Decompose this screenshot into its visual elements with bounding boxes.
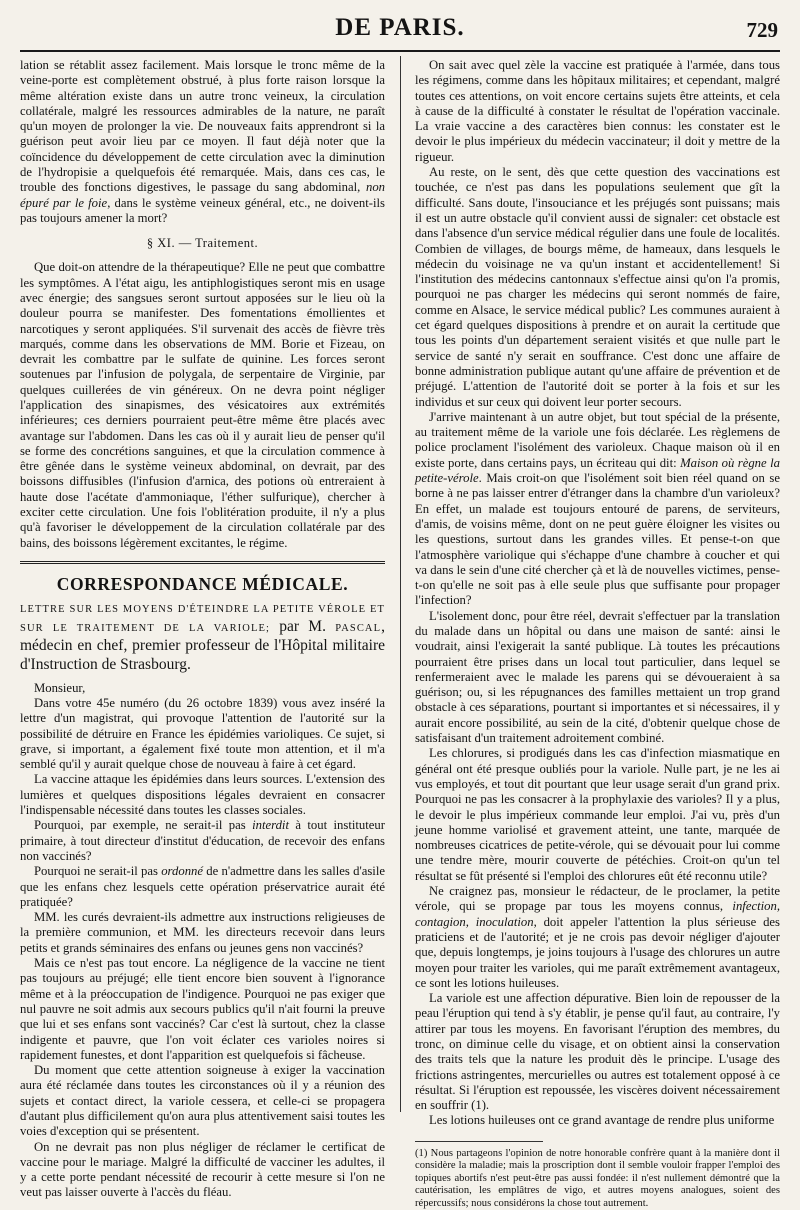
salutation: Monsieur, — [34, 680, 86, 695]
paragraph: Les chlorures, si prodigués dans les cas d'infection miasmatique en général ont été presque oubliés pour la variole. Nulle part, je ne les ai vus employés, et tout dit pourtant que leur usage serait d'un grand prix. Pourquoi ne pas les consacrer à la prophylaxie des varioles? Il y a plus, le devoir le plus impérieux commande leur emploi. J'ai vu, près d'un jeune homme variolisé et gravement atteint, une tante, marquée de nombreuses cicatrices de petite-vérole, qui se dévouait pour lui comme une tendre mère, mourir couverte de pétéchies. Croit-on qu'un tel résultat se fût présenté si l'emploi des chlorures eût été reconnu utile? — [415, 746, 780, 883]
letter-title: LETTRE SUR LES MOYENS D'ÉTEINDRE LA PETITE VÉROLE ET SUR LE TRAITEMENT DE LA VARIOLE; par M. PASCAL, médecin en chef, premier professeur de l'Hôpital militaire d'Instruction de Strasbourg. — [20, 604, 385, 673]
paragraph: Pourquoi ne serait-il pas ordonné de n'admettre dans les salles d'asile que les enfans chez lesquels cette opération préservatrice aurait été pratiquée? — [20, 864, 385, 909]
column-divider — [400, 56, 401, 1112]
right-column — [415, 58, 780, 1209]
header-rule — [20, 50, 780, 52]
paragraph: On sait avec quel zèle la vaccine est pratiquée à l'armée, dans tous les régimens, comme dans les hôpitaux militaires; et cependant, malgré toutes ces attentions, on voit encore certains sujets être atteints, et cela à cause de la difficulté à constater le résultat de l'opération vaccinale. La vraie vaccine a des caractères bien connus: les constater est le devoir le plus impérieux du médecin vaccinateur; il doit y mettre de la rigueur. — [415, 58, 780, 164]
paragraph: Au reste, on le sent, dès que cette question des vaccinations est touchée, ce n'est pas dans les populations seulement que gît la difficulté. Sans doute, l'insouciance et les préjugés sont puissans; mais il est un autre obstacle qu'il convient aussi de signaler: cet obstacle est dans l'absence d'un service médical régulier dans une foule de localités. Combien de villages, de bourgs même, de hameaux, dans lesquels le médecin du voisinage ne va qu'un instant et accidentellement! Si l'institution des médecins cantonnaux s'effectue ainsi qu'on l'a promis, pourquoi ne pas charger les médecins qui seront nommés de faire, comme en Alsace, le service médical public? Les communes auraient à cet égard quelques dispositions à prendre et on aurait la certitude que tous les points d'un département seraient visités et que nulle part le service de santé n'y serait en souffrance. C'est donc une affaire de bonne administration publique autant qu'une affaire de prévention et de préjugé. L'attention de l'autorité doit se porter à la fois et sur les individus et sur ceux qui doivent leur porter secours. — [415, 165, 780, 409]
paragraph: Que doit-on attendre de la thérapeutique? Elle ne peut que combattre les symptômes. A l'état aigu, les antiphlogistiques seront mis en usage avec énergie; des sangsues seront surtout apposées sur le lieu où la douleur pourra se manifester. Des fomentations émollientes et narcotiques y seront appliquées. S'il survenait des accès de fièvre très marqués, comme dans les observations de MM. Borie et Fizeau, on devrait les combattre par le sulfate de quinine. Les forces seront soutenues par l'infusion de polygala, de serpentaire de Virginie, par quelques cuillerées de vin généreux. On ne devra point négliger l'application des sinapismes, des vésicatoires aux extrémités inférieures; ces derniers pourraient peut-être même être placés avec avantage sur l'abdomen. Dans les cas où il y aurait lieu de penser qu'il se forme des concrétions sanguines, et que la circulation commence à être gênée dans le système veineux abdominal, on devrait, par des boissons diffusibles (l'infusion d'arnica, des potions où entreraient à haute dose l'acétate d'ammoniaque, l'éther sulfurique), chercher à exciter cette circulation. Une fois l'oblitération produite, il n'y a plus qu'à favoriser le développement de la circulation collatérale par des bains, des boissons légèrement excitantes, le régime. — [20, 260, 385, 550]
paragraph: MM. les curés devraient-ils admettre aux instructions religieuses de la première communion, et MM. les directeurs recevoir dans leurs petits et grands séminaires des enfans ou jeunes gens non vaccinés? — [20, 910, 385, 955]
paragraph: Dans votre 45e numéro (du 26 octobre 1839) vous avez inséré la lettre d'un magistrat, qui provoque l'attention de l'autorité sur la possibilité de détruire en France les épidémies varioliques. Ce sujet, si grave, si important, a également fixé toute mon attention, et il m'a semblé qu'il y aurait quelque chose de nouveau à faire à cet égard. — [20, 695, 385, 772]
section-divider — [20, 561, 385, 564]
paragraph: J'arrive maintenant à un autre objet, but tout spécial de la présente, au traitement même de la variole une fois déclarée. Les règlemens de police proclament l'isolément des varioleux. Chaque maison où il en existe porte, dans certains pays, un écriteau qui dit: Maison où règne la petite-vérole. Mais croit-on que l'isolément soit bien réel quand on se borne à ne pas laisser entrer d'étranger dans la chambre d'un varioleux? En effet, un malade est toujours entouré de parens, de serviteurs, d'amis, de voisins même, dont on ne peut guère éloigner les visites ou les questions, surtout dans les grandes villes. Et pense-t-on que l'atmosphère variolique qui s'échappe d'une chambre à coucher et qui va dans le sein d'une cité chercher çà et là de nouvelles victimes, pense-t-on qu'elle ne soit pas à elle seule plus que suffisante pour propager l'infection? — [415, 409, 780, 608]
footnote: (1) Nous partageons l'opinion de notre honorable confrère quant à la manière dont il considère la maladie; mais la proscription dont il semble vouloir frapper l'emploi des topiques abortifs n'est peut-être pas aussi fondée: il n'est nullement démontré que la cautérisation, les emplâtres de vigo, et autres moyens analogues, soient des répercussifs; nous considérons la chose tout autrement. — [415, 1147, 780, 1209]
paragraph: L'isolement donc, pour être réel, devrait s'effectuer par la translation du malade dans un hôpital ou dans une maison de santé: ainsi le voudrait, ainsi l'exigerait la santé publique. Là toutes les précautions pourraient être prises dans un local tout particulier, dans lequel se renfermeraient avec le malade les parens qui se dévoueraient à sa guérison; ou, si les répugnances des familles mettaient un trop grand obstacle à ces séparations, pourtant si importantes et si nécessaires, il y aurait encore possibilité, au sein de la cité, d'obtenir quelque chose de satisfaisant d'un traitement adroitement combiné. — [415, 608, 780, 746]
paragraph: Mais ce n'est pas tout encore. La négligence de la vaccine ne tient pas toujours au préjugé; elle tient encore bien souvent à l'ignorance même et à la préoccupation de l'indigence. Pourquoi ne pas exiger que nul pauvre ne soit admis aux secours publics qu'il n'ait fourni la preuve que lui et ses enfans sont vaccinés? Car c'est là surtout, chez la classe indigente et pauvre, que l'on voit éclater ces varioles noires si rapidement funestes, et dont l'apparition est quelquefois si fâcheuse. — [20, 956, 385, 1062]
paragraph: Les lotions huileuses ont ce grand avantage de rendre plus uniforme — [429, 1113, 775, 1128]
footnote-divider — [415, 1141, 543, 1142]
paragraph: Pourquoi, par exemple, ne serait-il pas interdit à tout instituteur primaire, à tout directeur d'institut d'éducation, de recevoir des enfans non vaccinés? — [20, 818, 385, 863]
paragraph: Ne craignez pas, monsieur le rédacteur, de le proclamer, la petite vérole, qui se propage par tous les moyens connus, infection, contagion, inoculation, doit appeler l'attention la plus sérieuse des praticiens et de l'autorité; et je ne crois pas devoir négliger d'ajouter que, depuis longtemps, je joins toujours à l'usage des chlorures un autre moyen pour traiter les varioles, qui me paraît extrêmement avantageux, ce sont les lotions huileuses. — [415, 884, 780, 990]
paragraph: La variole est une affection dépurative. Bien loin de repousser de la peau l'éruption qui tend à s'y établir, je pense qu'il faut, au contraire, l'y attirer par tous les moyens. En favorisant l'éruption des membres, du tronc, on diminue celle du visage, et on obtient ainsi la conservation des traits tels que la nature les produit dès le principe. L'usage des frictions astringentes, mercurielles ou autres est totalement opposé à ce résultat. Si l'éruption est repoussée, les viscères doivent nécessairement en souffrir (1). — [415, 991, 780, 1113]
left-column — [20, 58, 385, 1200]
page-number: 729 — [746, 18, 778, 42]
correspondence-title: CORRESPONDANCE MÉDICALE. — [56, 573, 349, 594]
page-header — [22, 8, 778, 48]
paragraph: lation se rétablit assez facilement. Mais lorsque le tronc même de la veine-porte est complètement obstrué, à plus forte raison lorsque la même altération existe dans un autre tronc veineux, la circulation collatérale, malgré les ressources admirables de la nature, ne paraît qu'un moyen de prolonger la vie. De nouveaux faits apprendront si la guérison peut avoir lieu par ce moyen. Il faut déjà noter que la coïncidence du développement de cette circulation avec la diminution de l'hydropisie a quelquefois été remarquée. Mais, dans ces cas, le trouble des fonctions digestives, le passage du sang abdominal, non épuré par le foie, dans le système veineux général, etc., ne doivent-ils pas toujours amener la mort? — [20, 58, 385, 225]
section-heading: § XI. — Traitement. — [146, 236, 259, 251]
paragraph: On ne devrait pas non plus négliger de réclamer le certificat de vaccine pour le mariage. Malgré la difficulté de vacciner les adultes, il y a cette porte pendant nécessité de recourir à cette mesure si l'on ne veut pas laisser ouverte à l'accès du fléau. — [20, 1139, 385, 1200]
paragraph: La vaccine attaque les épidémies dans leurs sources. L'extension des lumières et quelques dispositions légales devraient en consacrer l'indispensable nécessité dans toutes les classes sociales. — [20, 772, 385, 818]
running-title: DE PARIS. — [335, 14, 465, 41]
paragraph: Du moment que cette attention soigneuse à exiger la vaccination aura été réclamée dans toutes les circonstances où il y a réunion des sujets et contact direct, la variole cessera, et celle-ci se propagera d'autant plus difficilement qu'on aura plus attentivement saisi toutes les voies d'exception qui se présentent. — [20, 1063, 385, 1139]
